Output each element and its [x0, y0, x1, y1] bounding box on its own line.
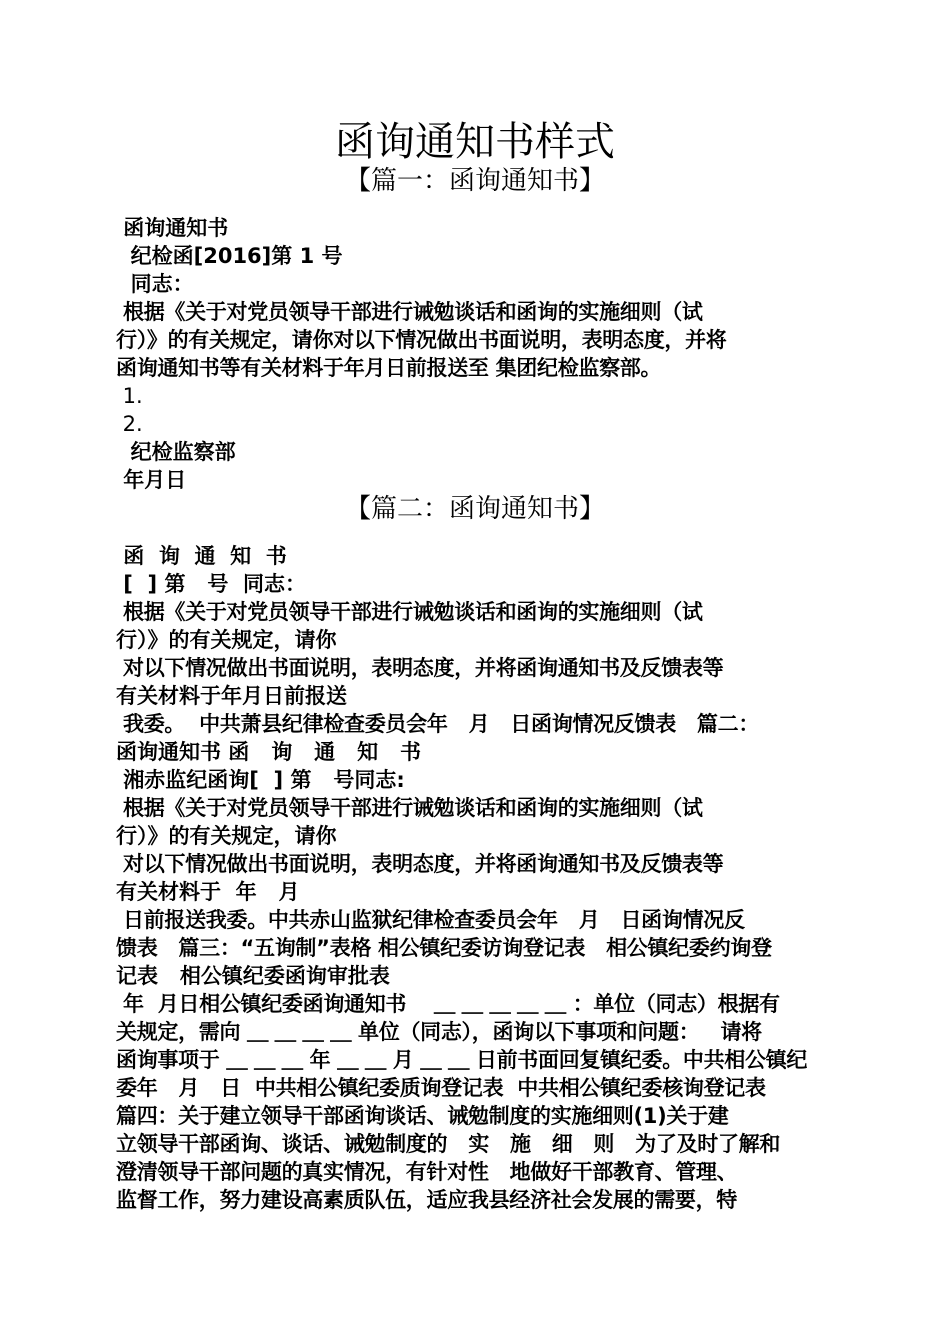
- part1-line: 年月日: [116, 468, 187, 492]
- part1-line: 函询通知书等有关材料于年月日前报送至 集团纪检监察部。: [116, 356, 662, 380]
- part2-line: 年 月日相公镇纪委函询通知书 ＿ ＿ ＿ ＿ ＿ ：单位（同志）根据有: [116, 992, 780, 1016]
- part2-line: 对以下情况做出书面说明，表明态度，并将函询通知书及反馈表等: [116, 656, 724, 680]
- part2-line: 根据《关于对党员领导干部进行诫勉谈话和函询的实施细则（试: [116, 796, 703, 820]
- part1-line: 行）》的有关规定，请你对以下情况做出书面说明，表明态度，并将: [116, 328, 727, 352]
- document-title: 函询通知书样式: [335, 119, 615, 165]
- part1-line: 纪检监察部: [116, 440, 236, 464]
- part1-line: 同志：: [116, 272, 194, 296]
- section-heading-part1: 【篇一：函询通知书】: [344, 166, 605, 196]
- part1-line: 2.: [116, 412, 143, 436]
- part2-line: 湘赤监纪函询[ ] 第 号同志:: [116, 768, 405, 792]
- part2-line: 我委。 中共萧县纪律检查委员会年 月 日函询情况反馈表 篇二：: [116, 712, 760, 736]
- section-heading-part2: 【篇二：函询通知书】: [344, 494, 605, 524]
- part2-line: 监督工作，努力建设高素质队伍，适应我县经济社会发展的需要，特: [116, 1188, 737, 1212]
- part2-line: 日前报送我委。中共赤山监狱纪律检查委员会年 月 日函询情况反: [116, 908, 745, 932]
- part1-line: 1.: [116, 384, 143, 408]
- part2-line: 有关材料于年月日前报送: [116, 684, 347, 708]
- part2-line: 委年 月 日 中共相公镇纪委质询登记表 中共相公镇纪委核询登记表: [116, 1076, 766, 1100]
- part2-line: 立领导干部函询、谈话、诫勉制度的 实 施 细 则 为了及时了解和: [116, 1132, 781, 1156]
- part1-line: 纪检函[2016]第 1 号: [116, 244, 343, 268]
- part2-line: 行）》的有关规定，请你: [116, 824, 337, 848]
- part2-line: 行）》的有关规定，请你: [116, 628, 337, 652]
- part2-line: 篇四：关于建立领导干部函询谈话、诫勉制度的实施细则(1)关于建: [116, 1104, 729, 1128]
- part2-line: 函 询 通 知 书: [116, 544, 287, 568]
- part2-body: [116, 542, 838, 1214]
- part2-line: 根据《关于对党员领导干部进行诫勉谈话和函询的实施细则（试: [116, 600, 703, 624]
- part2-line: 澄清领导干部问题的真实情况，有针对性 地做好干部教育、管理、: [116, 1160, 738, 1184]
- part1-line: 函询通知书: [116, 216, 229, 240]
- part2-line: 记表 相公镇纪委函询审批表: [116, 964, 390, 988]
- part2-line: 馈表 篇三：“五询制”表格 相公镇纪委访询登记表 相公镇纪委约询登: [116, 936, 772, 960]
- part2-line: 函询事项于 ＿ ＿ ＿ 年 ＿ ＿ 月 ＿ ＿ 日前书面回复镇纪委。中共相公镇纪: [116, 1048, 808, 1072]
- part2-line: 函询通知书 函 询 通 知 书: [116, 740, 422, 764]
- part2-line: [ ] 第 号 同志：: [116, 572, 306, 596]
- part2-line: 对以下情况做出书面说明，表明态度，并将函询通知书及反馈表等: [116, 852, 724, 876]
- part2-line: 关规定，需向 ＿ ＿ ＿ ＿ 单位（同志），函询以下事项和问题： 请将: [116, 1020, 762, 1044]
- part1-line: 根据《关于对党员领导干部进行诫勉谈话和函询的实施细则（试: [116, 300, 703, 324]
- part1-body: [116, 214, 838, 494]
- part2-line: 有关材料于 年 月: [116, 880, 300, 904]
